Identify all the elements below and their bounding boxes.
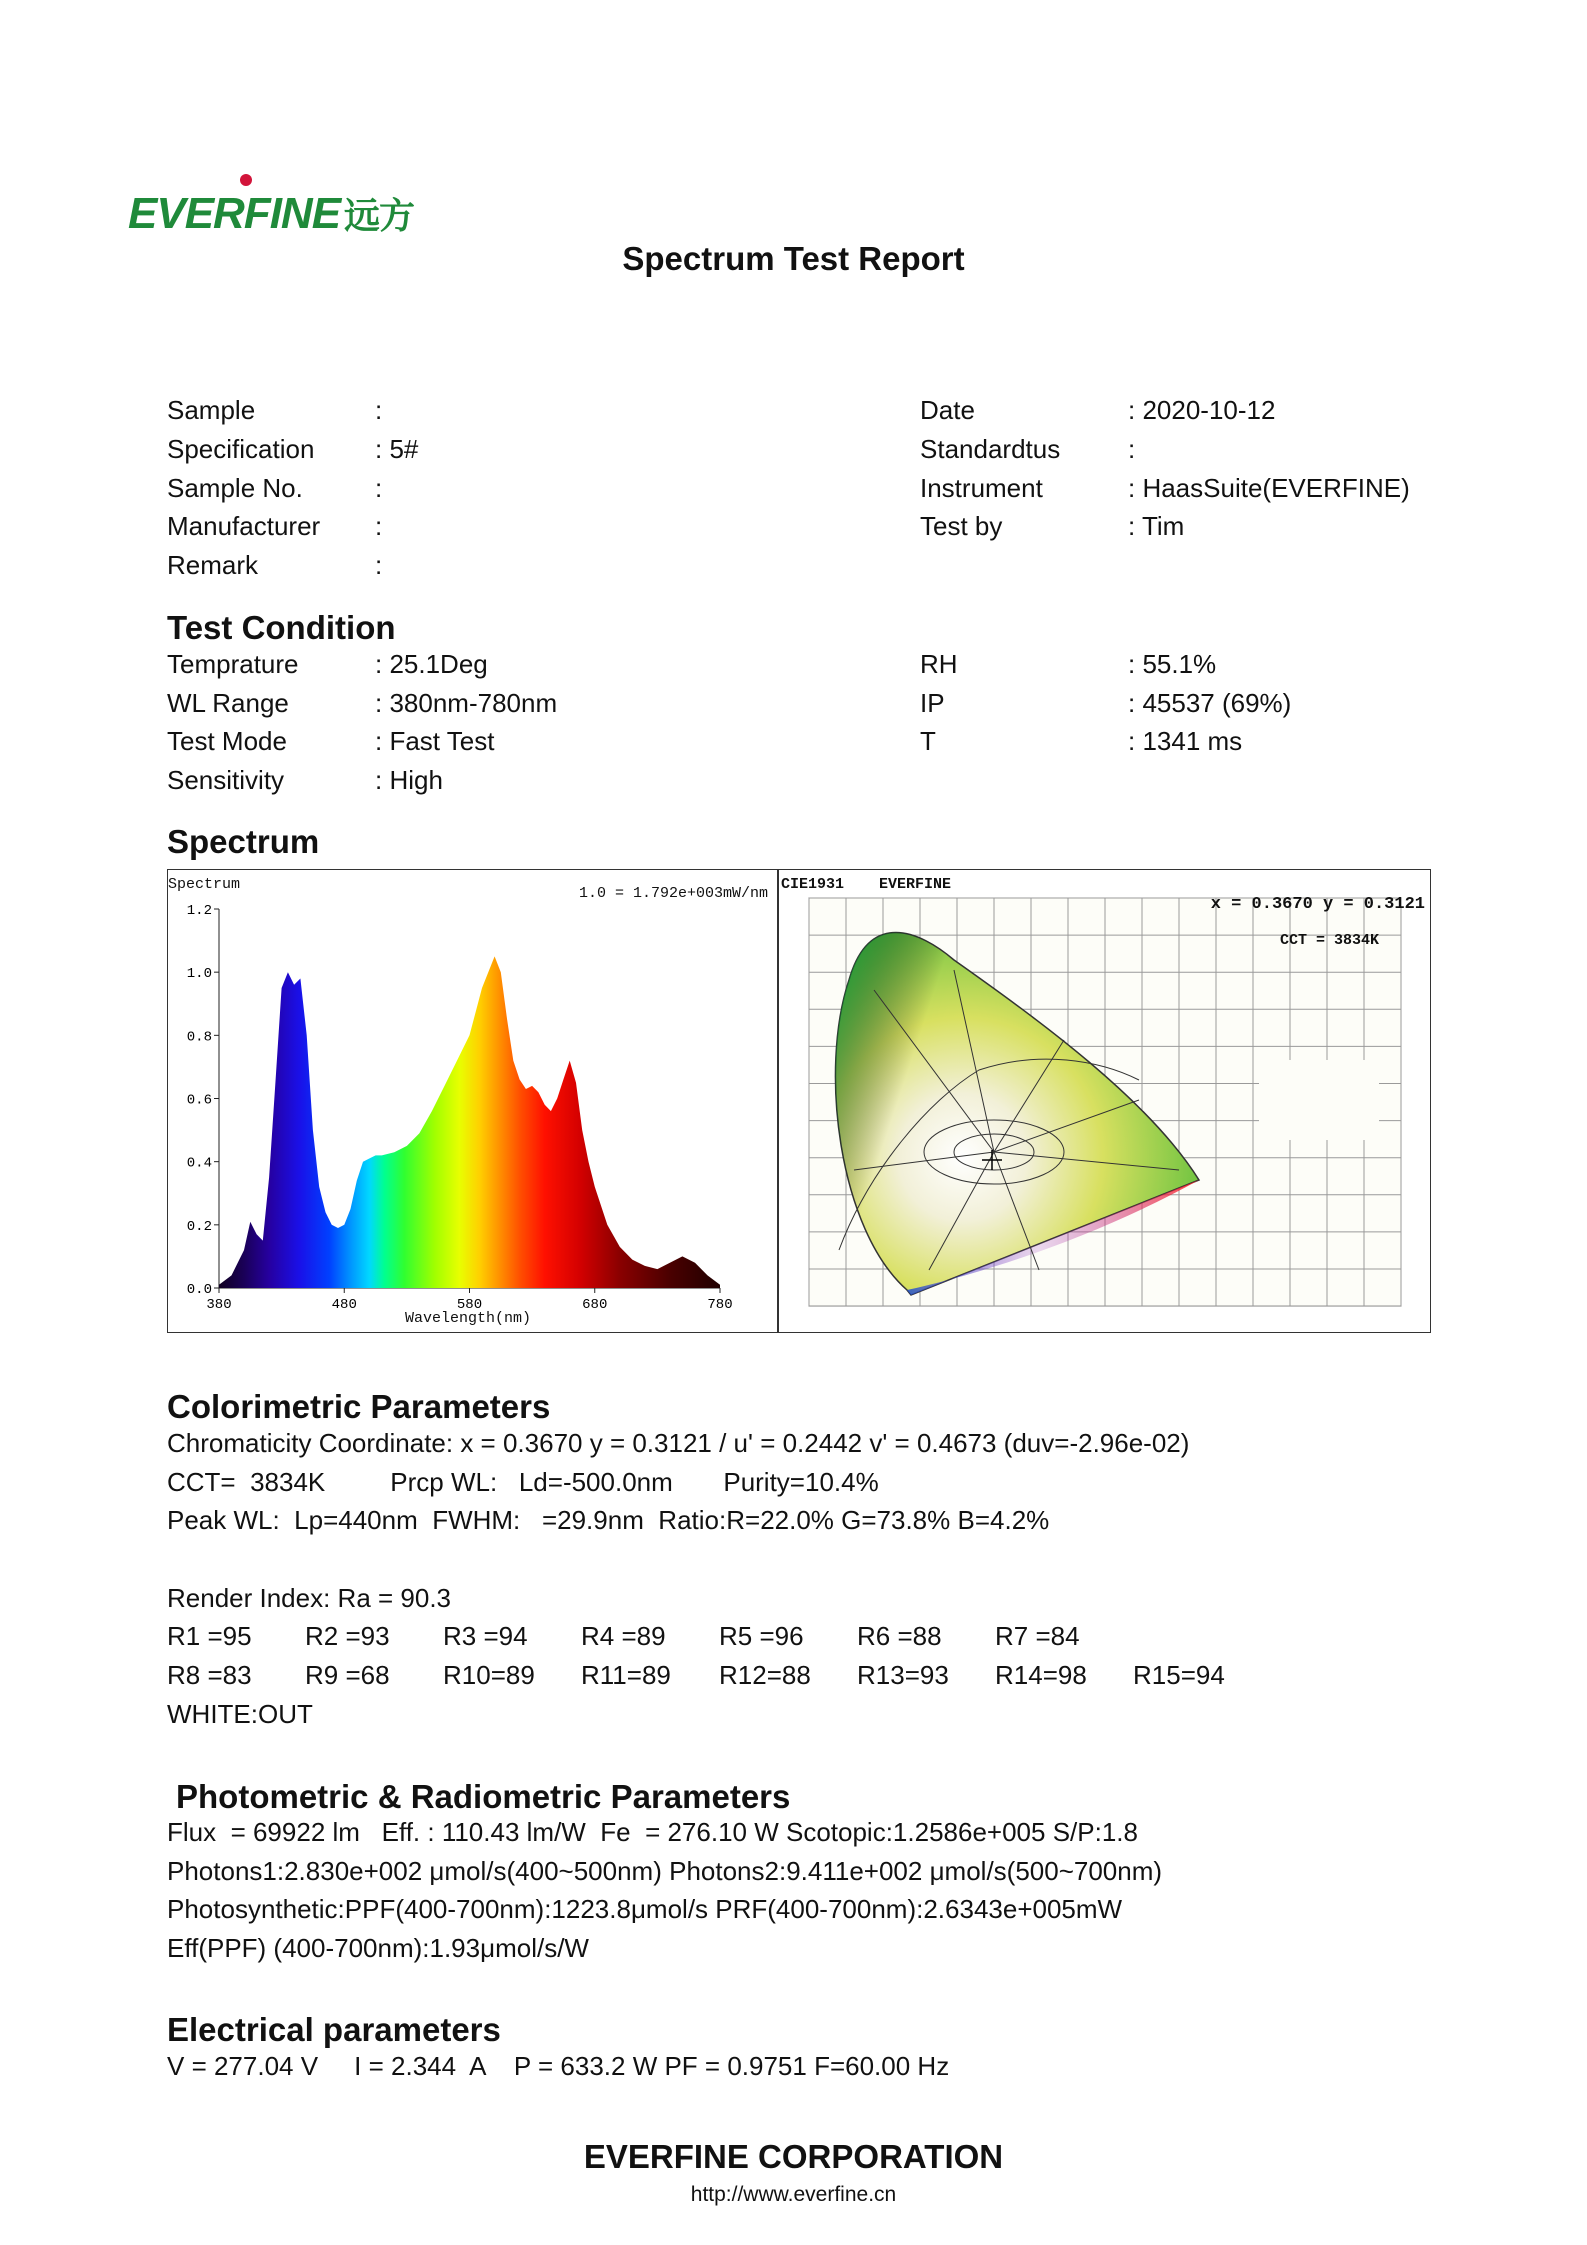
render-row-1 [167,1621,1133,1652]
cie-brand-label: EVERFINE [879,876,952,893]
white-line: WHITE:OUT [167,1699,313,1729]
everfine-logo: EVERFINE 远方 [128,188,414,239]
flux-line: Flux = 69922 lm Eff. : 110.43 lm/W Fe = 276.10 W Scotopic:1.2586e+005 S/P:1.8 [167,1817,1138,1847]
sample-value: : [375,395,383,425]
wl-range-value: : 380nm-780nm [375,688,558,718]
spectrum-y-tick-label: 0.8 [186,1029,212,1046]
t-label: T [920,726,936,756]
r10-value: R10=89 [443,1660,535,1690]
peak-wl-line: Peak WL: Lp=440nm FWHM: =29.9nm Ratio:R=22.0% G=73.8% B=4.2% [167,1505,1050,1535]
r9-value: R9 =68 [305,1660,390,1690]
spectrum-y-tick-label: 1.2 [186,903,212,919]
render-index-line: Render Index: Ra = 90.3 [167,1583,452,1613]
test-by-value: : Tim [1128,511,1185,541]
spectrum-x-tick-label: 580 [456,1297,483,1313]
cie-source-legend [1259,1060,1379,1140]
electrical-line: V = 277.04 V I = 2.344 A P = 633.2 W PF = 0.9751 F=60.00 Hz [167,2051,950,2081]
spectrum-chart [168,870,777,1332]
temperature-value: : 25.1Deg [375,649,488,679]
cie-coordinate-label: x = 0.3670 y = 0.3121 [1210,895,1425,914]
r12-value: R12=88 [719,1660,811,1690]
spectrum-x-tick-label: 380 [206,1297,232,1313]
sample-no-label: Sample No. [167,473,303,503]
date-label: Date [920,395,975,425]
chromaticity-line: Chromaticity Coordinate: x = 0.3670 y = 0.3121 / u' = 0.2442 v' = 0.4673 (duv=-2.96e-02) [167,1428,1190,1458]
ip-label: IP [920,688,945,718]
cie1931-chart [779,870,1430,1332]
electrical-heading: Electrical parameters [167,2011,501,2048]
r14-value: R14=98 [995,1660,1087,1690]
t-value: : 1341 ms [1128,726,1243,756]
spectrum-chart-title: Spectrum [168,876,241,893]
r13-value: R13=93 [857,1660,949,1690]
r11-value: R11=89 [581,1660,671,1690]
colorimetric-heading: Colorimetric Parameters [167,1388,551,1425]
r4-value: R4 =89 [581,1621,666,1651]
r3-value: R3 =94 [443,1621,528,1651]
r5-value: R5 =96 [719,1621,804,1651]
rh-label: RH [920,649,958,679]
specification-value: : 5# [375,434,419,464]
cie-chart-title: CIE1931 [781,876,845,893]
r8-value: R8 =83 [167,1660,252,1690]
spectrum-x-tick-label: 480 [331,1297,357,1313]
r7-value: R7 =84 [995,1621,1080,1651]
footer-company: EVERFINE CORPORATION [583,2138,1004,2175]
manufacturer-label: Manufacturer [167,511,321,541]
spectrum-x-axis-label: Wavelength(nm) [404,1310,532,1327]
cie-cct-label: CCT = 3834K [1279,932,1379,949]
ip-value: : 45537 (69%) [1128,688,1292,718]
rh-value: : 55.1% [1128,649,1217,679]
instrument-value: : HaasSuite(EVERFINE) [1128,473,1410,503]
sample-no-value: : [375,473,383,503]
spectrum-area [219,956,720,1288]
cct-line: CCT= 3834K Prcp WL: Ld=-500.0nm Purity=10.4% [167,1467,879,1497]
date-value: : 2020-10-12 [1128,395,1276,425]
standard-value: : [1128,434,1136,464]
eff-ppf-line: Eff(PPF) (400-700nm):1.93μmol/s/W [167,1933,589,1963]
r15-value: R15=94 [1133,1660,1225,1690]
test-by-label: Test by [920,511,1003,541]
sample-label: Sample [167,395,256,425]
instrument-label: Instrument [920,473,1043,503]
page-title: Spectrum Test Report [622,240,965,277]
r2-value: R2 =93 [305,1621,390,1651]
remark-value: : [375,550,383,580]
specification-label: Specification [167,434,315,464]
spectrum-y-tick-label: 0.6 [186,1092,212,1109]
photosynthetic-line: Photosynthetic:PPF(400-700nm):1223.8μmol/s PRF(400-700nm):2.6343e+005mW [167,1894,1123,1924]
r6-value: R6 =88 [857,1621,942,1651]
spectrum-y-tick-label: 0.0 [186,1282,212,1298]
spectrum-heading: Spectrum [167,823,320,860]
sensitivity-value: : High [375,765,443,795]
spectrum-x-tick-label: 780 [707,1297,733,1313]
render-row-2 [167,1660,1271,1691]
spectrum-y-tick-label: 0.4 [186,1155,212,1172]
test-condition-heading: Test Condition [167,609,396,646]
r1-value: R1 =95 [167,1621,252,1651]
wl-range-label: WL Range [167,688,289,718]
test-mode-value: : Fast Test [375,726,495,756]
standard-label: Standardtus [920,434,1061,464]
sensitivity-label: Sensitivity [167,765,285,795]
spectrum-x-tick-label: 680 [582,1297,608,1313]
spectrum-y-tick-label: 1.0 [186,966,212,983]
test-mode-label: Test Mode [167,726,287,756]
footer-url[interactable]: http://www.everfine.cn [690,2183,897,2206]
photometric-heading: Photometric & Radiometric Parameters [176,1778,791,1815]
temperature-label: Temprature [167,649,299,679]
photons-line: Photons1:2.830e+002 μmol/s(400~500nm) Photons2:9.411e+002 μmol/s(500~700nm) [167,1856,1163,1886]
manufacturer-value: : [375,511,383,541]
spectrum-scale-note: 1.0 = 1.792e+003mW/nm [578,885,768,902]
remark-label: Remark [167,550,259,580]
logo-dot-icon [240,174,252,186]
spectrum-y-tick-label: 0.2 [186,1218,212,1235]
